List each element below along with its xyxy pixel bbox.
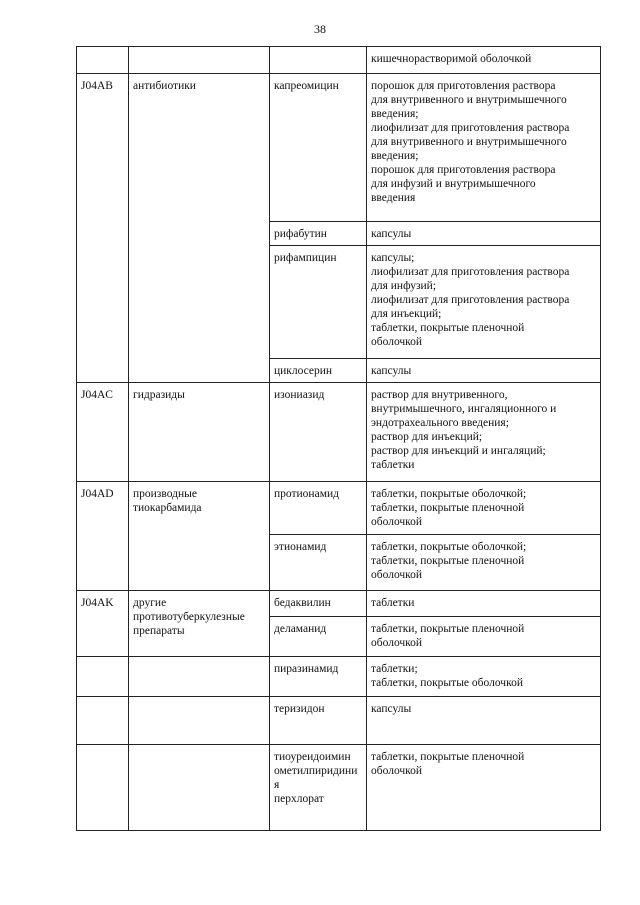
- group-cell: другие противотуберкулезные препараты: [129, 591, 270, 657]
- forms-cell: таблетки, покрытые пленочной оболочкой: [367, 745, 601, 831]
- drug-cell: [270, 47, 367, 74]
- forms-cell: раствор для внутривенного, внутримышечного, ингаляционного и эндотрахеального введения; раствор для инъекций; раствор для инъекций и ингаляций; таблетки: [367, 383, 601, 482]
- atc-code-cell: J04AC: [77, 383, 129, 482]
- group-cell: производные тиокарбамида: [129, 482, 270, 591]
- atc-code-cell: J04AB: [77, 74, 129, 383]
- atc-code-cell: [77, 47, 129, 74]
- group-cell: [129, 697, 270, 745]
- group-cell: гидразиды: [129, 383, 270, 482]
- table-row: [77, 47, 601, 74]
- forms-cell: капсулы: [367, 359, 601, 383]
- atc-code-cell: J04AD: [77, 482, 129, 591]
- drug-cell: бедаквилин: [270, 591, 367, 617]
- table-row: [77, 697, 601, 745]
- table-row: [77, 482, 601, 535]
- table-row: [77, 591, 601, 617]
- group-cell: [129, 745, 270, 831]
- drug-table: [76, 46, 601, 831]
- group-cell: антибиотики: [129, 74, 270, 383]
- drug-cell: изониазид: [270, 383, 367, 482]
- table-row: [77, 383, 601, 482]
- drug-cell: протионамид: [270, 482, 367, 535]
- drug-cell: этионамид: [270, 535, 367, 591]
- atc-code-cell: [77, 697, 129, 745]
- forms-cell: таблетки, покрытые пленочной оболочкой: [367, 617, 601, 657]
- drug-cell: рифампицин: [270, 246, 367, 359]
- forms-cell: таблетки: [367, 591, 601, 617]
- group-cell: [129, 47, 270, 74]
- table-row: [77, 74, 601, 222]
- forms-cell: таблетки; таблетки, покрытые оболочкой: [367, 657, 601, 697]
- drug-cell: пиразинамид: [270, 657, 367, 697]
- drug-cell: циклосерин: [270, 359, 367, 383]
- drug-cell: деламанид: [270, 617, 367, 657]
- table-row: [77, 745, 601, 831]
- forms-cell: таблетки, покрытые оболочкой; таблетки, покрытые пленочной оболочкой: [367, 535, 601, 591]
- forms-cell: капсулы: [367, 222, 601, 246]
- atc-code-cell: [77, 657, 129, 697]
- atc-code-cell: J04AK: [77, 591, 129, 657]
- table-row: [77, 657, 601, 697]
- page-number: 38: [314, 22, 326, 36]
- atc-code-cell: [77, 745, 129, 831]
- forms-cell: капсулы: [367, 697, 601, 745]
- drug-cell: капреомицин: [270, 74, 367, 222]
- forms-cell: капсулы; лиофилизат для приготовления раствора для инфузий; лиофилизат для приготовления раствора для инъекций; таблетки, покрытые пленочной оболочкой: [367, 246, 601, 359]
- drug-cell: рифабутин: [270, 222, 367, 246]
- forms-cell: порошок для приготовления раствора для внутривенного и внутримышечного введения; лиофилизат для приготовления раствора для внутривенного и внутримышечного введения; порошок для приготовления раствора для инфузий и внутримышечного введения: [367, 74, 601, 222]
- group-cell: [129, 657, 270, 697]
- drug-cell: теризидон: [270, 697, 367, 745]
- forms-cell: кишечнорастворимой оболочкой: [367, 47, 601, 74]
- forms-cell: таблетки, покрытые оболочкой; таблетки, покрытые пленочной оболочкой: [367, 482, 601, 535]
- drug-cell: тиоуреидоимин ометилпиридини я перхлорат: [270, 745, 367, 831]
